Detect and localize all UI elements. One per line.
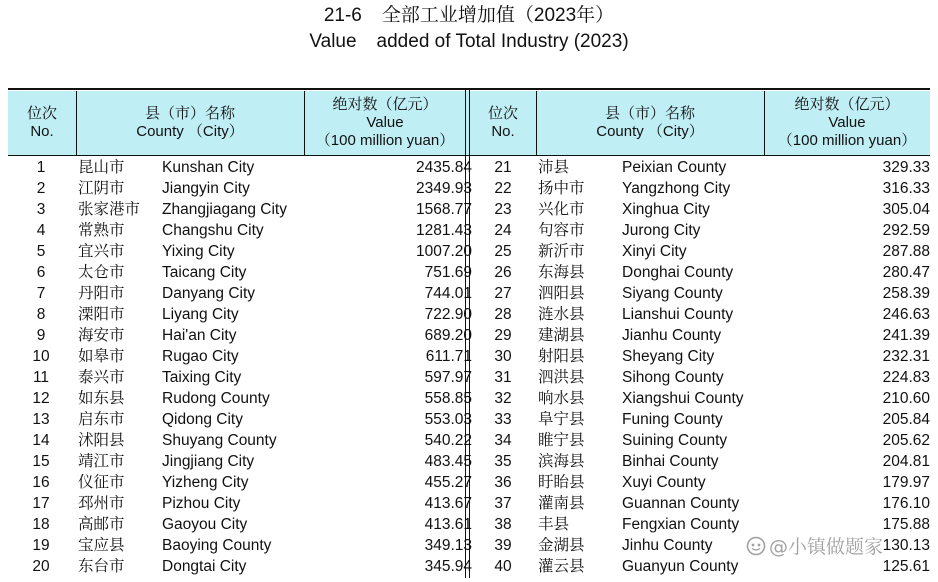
county-name-en: Jiangyin City xyxy=(162,180,250,197)
rank-cell: 18 xyxy=(32,516,50,533)
county-name-en: Donghai County xyxy=(622,264,734,281)
rank-cell: 9 xyxy=(36,327,46,344)
rank-cell: 30 xyxy=(494,348,512,365)
county-name-cn: 建湖县 xyxy=(538,327,585,344)
rank-cell: 8 xyxy=(36,306,46,323)
county-name-en: Binhai County xyxy=(622,453,719,470)
county-name-en: Changshu City xyxy=(162,222,264,239)
header-value-en: Value xyxy=(366,114,404,131)
county-name-cn: 仪征市 xyxy=(78,474,125,491)
rank-cell: 24 xyxy=(494,222,512,239)
rank-cell: 19 xyxy=(32,537,50,554)
value-cell: 329.33 xyxy=(882,159,930,176)
value-cell: 258.39 xyxy=(882,285,930,302)
county-name-en: Funing County xyxy=(622,411,723,428)
county-name-cn: 新沂市 xyxy=(538,243,585,260)
header-value-right xyxy=(764,91,930,155)
value-cell: 597.97 xyxy=(424,369,472,386)
county-name-en: Taixing City xyxy=(162,369,242,386)
table-row xyxy=(8,409,930,430)
table-row xyxy=(8,304,930,325)
value-cell: 483.45 xyxy=(424,453,472,470)
rank-cell: 32 xyxy=(494,390,512,407)
county-name-en: Jianhu County xyxy=(622,327,722,344)
county-name-cn: 泗阳县 xyxy=(538,285,585,302)
rank-cell: 16 xyxy=(32,474,50,491)
county-name-en: Sihong County xyxy=(622,369,724,386)
rank-cell: 36 xyxy=(494,474,512,491)
table-row xyxy=(8,556,930,577)
county-name-cn: 泰兴市 xyxy=(78,369,125,386)
county-name-cn: 丰县 xyxy=(538,516,570,533)
rank-cell: 15 xyxy=(32,453,50,470)
value-cell: 611.71 xyxy=(425,348,472,365)
county-name-en: Fengxian County xyxy=(622,516,740,533)
rank-cell: 17 xyxy=(32,495,50,512)
table-number: 21-6 xyxy=(323,5,362,26)
county-name-cn: 金湖县 xyxy=(538,537,585,554)
title-english-line xyxy=(0,29,938,55)
county-name-en: Guanyun County xyxy=(622,558,739,575)
county-name-cn: 如皋市 xyxy=(78,348,125,365)
value-cell: 125.61 xyxy=(882,558,930,575)
county-name-en: Siyang County xyxy=(622,285,723,302)
value-cell: 176.10 xyxy=(882,495,930,512)
value-cell: 540.22 xyxy=(424,432,472,449)
county-name-en: Suining County xyxy=(622,432,728,449)
county-name-en: Jurong City xyxy=(622,222,701,239)
county-name-en: Guannan County xyxy=(622,495,740,512)
rank-cell: 1 xyxy=(36,159,46,176)
rank-cell: 2 xyxy=(36,180,46,197)
header-rank-left xyxy=(8,91,76,155)
county-name-en: Yixing City xyxy=(162,243,235,260)
rank-cell: 25 xyxy=(494,243,512,260)
value-cell: 751.69 xyxy=(424,264,472,281)
county-name-en: Gaoyou City xyxy=(162,516,248,533)
value-cell: 205.62 xyxy=(882,432,930,449)
rank-cell: 6 xyxy=(36,264,46,281)
rank-cell: 13 xyxy=(32,411,50,428)
header-rank-en: No. xyxy=(30,123,54,140)
header-county-cn: 县（市）名称 xyxy=(604,105,695,122)
county-name-en: Pizhou City xyxy=(162,495,241,512)
county-name-en: Taicang City xyxy=(162,264,247,281)
table-row xyxy=(8,241,930,262)
rank-cell: 31 xyxy=(494,369,512,386)
table-row xyxy=(8,283,930,304)
value-cell: 455.27 xyxy=(424,474,472,491)
county-name-cn: 滨海县 xyxy=(538,453,585,470)
value-cell: 1568.77 xyxy=(415,201,472,218)
rank-cell: 26 xyxy=(494,264,512,281)
value-cell: 689.20 xyxy=(424,327,472,344)
value-cell: 349.13 xyxy=(424,537,472,554)
county-name-en: Xinyi City xyxy=(622,243,687,260)
value-cell: 232.31 xyxy=(882,348,930,365)
county-name-en: Yangzhong City xyxy=(622,180,731,197)
header-value-cn: 绝对数（亿元） xyxy=(794,96,900,113)
header-county-en: County （City） xyxy=(596,123,704,140)
header-value-en: Value xyxy=(828,114,866,131)
county-name-cn: 灌云县 xyxy=(538,558,585,575)
county-name-en: Kunshan City xyxy=(162,159,255,176)
county-name-cn: 扬中市 xyxy=(538,180,585,197)
value-cell: 553.03 xyxy=(424,411,472,428)
county-name-cn: 昆山市 xyxy=(78,159,125,176)
value-cell: 345.94 xyxy=(424,558,472,575)
value-cell: 246.63 xyxy=(882,306,930,323)
value-cell: 558.85 xyxy=(424,390,472,407)
rank-cell: 40 xyxy=(494,558,512,575)
value-cell: 722.90 xyxy=(424,306,472,323)
county-name-en: Sheyang City xyxy=(622,348,715,365)
county-name-en: Jingjiang City xyxy=(162,453,255,470)
header-county-left xyxy=(76,91,304,155)
county-name-en: Xuyi County xyxy=(622,474,706,491)
header-rank-cn: 位次 xyxy=(487,105,518,122)
rank-cell: 23 xyxy=(494,201,512,218)
county-name-cn: 丹阳市 xyxy=(78,285,125,302)
value-cell: 305.04 xyxy=(882,201,930,218)
value-cell: 292.59 xyxy=(882,222,930,239)
watermark xyxy=(746,535,883,559)
county-name-en: Xinghua City xyxy=(622,201,710,218)
county-name-cn: 邳州市 xyxy=(78,495,125,512)
table-row xyxy=(8,220,930,241)
value-cell: 210.60 xyxy=(882,390,930,407)
rank-cell: 35 xyxy=(494,453,512,470)
county-name-en: Yizheng City xyxy=(162,474,249,491)
rank-cell: 39 xyxy=(494,537,512,554)
value-cell: 1281.43 xyxy=(415,222,472,239)
value-cell: 2435.84 xyxy=(415,159,472,176)
table-row xyxy=(8,199,930,220)
watermark-logo-icon xyxy=(746,536,766,556)
header-rank-en: No. xyxy=(491,123,515,140)
data-table xyxy=(8,88,930,578)
county-name-en: Baoying County xyxy=(162,537,272,554)
table-row xyxy=(8,514,930,535)
table-row xyxy=(8,325,930,346)
title-block xyxy=(0,3,938,55)
header-county-right xyxy=(536,91,764,155)
rank-cell: 29 xyxy=(494,327,512,344)
header-value-unit: （100 million yuan） xyxy=(777,132,917,149)
header-county-cn: 县（市）名称 xyxy=(144,105,235,122)
county-name-cn: 响水县 xyxy=(538,390,585,407)
county-name-cn: 沛县 xyxy=(538,159,570,176)
county-name-cn: 宜兴市 xyxy=(78,243,125,260)
table-row xyxy=(8,430,930,451)
county-name-cn: 兴化市 xyxy=(538,201,585,218)
county-name-cn: 溧阳市 xyxy=(78,306,125,323)
value-cell: 413.61 xyxy=(424,516,472,533)
title-chinese-line xyxy=(0,3,938,29)
county-name-en: Peixian County xyxy=(622,159,727,176)
header-rank-cn: 位次 xyxy=(26,105,57,122)
county-name-cn: 沭阳县 xyxy=(78,432,125,449)
value-cell: 224.83 xyxy=(882,369,930,386)
table-row xyxy=(8,157,930,178)
rank-cell: 3 xyxy=(36,201,46,218)
county-name-en: Liyang City xyxy=(162,306,239,323)
rank-cell: 33 xyxy=(494,411,512,428)
county-name-cn: 启东市 xyxy=(78,411,125,428)
value-cell: 316.33 xyxy=(882,180,930,197)
table-row xyxy=(8,367,930,388)
rank-cell: 28 xyxy=(494,306,512,323)
county-name-cn: 睢宁县 xyxy=(538,432,585,449)
title-english-b: added of Total Industry (2023) xyxy=(376,31,629,52)
rank-cell: 20 xyxy=(32,558,50,575)
table-row xyxy=(8,262,930,283)
county-name-en: Lianshui County xyxy=(622,306,734,323)
county-name-en: Xiangshui County xyxy=(622,390,744,407)
header-county-en: County （City） xyxy=(136,123,244,140)
county-name-cn: 常熟市 xyxy=(78,222,125,239)
value-cell: 204.81 xyxy=(882,453,930,470)
value-cell: 413.67 xyxy=(424,495,472,512)
header-value-cn: 绝对数（亿元） xyxy=(332,96,438,113)
header-value-left xyxy=(304,91,466,155)
table-row xyxy=(8,178,930,199)
table-body xyxy=(8,157,930,577)
county-name-en: Jinhu County xyxy=(622,537,713,554)
county-name-cn: 涟水县 xyxy=(538,306,585,323)
value-cell: 130.13 xyxy=(882,537,930,554)
county-name-cn: 太仓市 xyxy=(78,264,125,281)
value-cell: 241.39 xyxy=(882,327,930,344)
rank-cell: 27 xyxy=(494,285,512,302)
header-rank-right xyxy=(470,91,536,155)
rank-cell: 34 xyxy=(494,432,512,449)
rank-cell: 4 xyxy=(36,222,46,239)
county-name-cn: 阜宁县 xyxy=(538,411,585,428)
county-name-cn: 句容市 xyxy=(538,222,585,239)
value-cell: 744.01 xyxy=(424,285,472,302)
header-value-unit: （100 million yuan） xyxy=(315,132,455,149)
county-name-cn: 海安市 xyxy=(78,327,125,344)
county-name-en: Dongtai City xyxy=(162,558,247,575)
rank-cell: 22 xyxy=(494,180,512,197)
rank-cell: 11 xyxy=(32,369,50,386)
rank-cell: 21 xyxy=(494,159,512,176)
county-name-en: Qidong City xyxy=(162,411,243,428)
rank-cell: 38 xyxy=(494,516,512,533)
value-cell: 2349.93 xyxy=(415,180,472,197)
value-cell: 280.47 xyxy=(882,264,930,281)
watermark-text: @小镇做题家 xyxy=(769,536,884,558)
county-name-cn: 宝应县 xyxy=(78,537,125,554)
county-name-cn: 靖江市 xyxy=(78,453,125,470)
rank-cell: 5 xyxy=(36,243,46,260)
rank-cell: 7 xyxy=(36,285,46,302)
county-name-cn: 如东县 xyxy=(78,390,125,407)
value-cell: 205.84 xyxy=(882,411,930,428)
value-cell: 179.97 xyxy=(882,474,930,491)
table-row xyxy=(8,346,930,367)
table-row xyxy=(8,472,930,493)
value-cell: 175.88 xyxy=(882,516,930,533)
table-row xyxy=(8,493,930,514)
rank-cell: 10 xyxy=(32,348,50,365)
county-name-cn: 东台市 xyxy=(78,558,125,575)
county-name-cn: 盱眙县 xyxy=(538,474,585,491)
county-name-cn: 东海县 xyxy=(538,264,585,281)
county-name-en: Shuyang County xyxy=(162,432,277,449)
value-cell: 1007.20 xyxy=(415,243,472,260)
table-row xyxy=(8,388,930,409)
rank-cell: 37 xyxy=(494,495,512,512)
county-name-en: Danyang City xyxy=(162,285,256,302)
county-name-en: Zhangjiagang City xyxy=(162,201,287,218)
value-cell: 287.88 xyxy=(882,243,930,260)
county-name-cn: 张家港市 xyxy=(78,201,141,218)
county-name-en: Rudong County xyxy=(162,390,270,407)
county-name-cn: 高邮市 xyxy=(78,516,125,533)
county-name-cn: 射阳县 xyxy=(538,348,585,365)
county-name-cn: 泗洪县 xyxy=(538,369,585,386)
rank-cell: 14 xyxy=(32,432,50,449)
table-row xyxy=(8,451,930,472)
title-chinese: 全部工业增加值（2023年） xyxy=(381,5,615,26)
rank-cell: 12 xyxy=(32,390,50,407)
county-name-en: Hai'an City xyxy=(162,327,237,344)
title-english-a: Value xyxy=(309,31,357,52)
county-name-cn: 江阴市 xyxy=(78,180,125,197)
county-name-en: Rugao City xyxy=(162,348,239,365)
county-name-cn: 灌南县 xyxy=(538,495,585,512)
